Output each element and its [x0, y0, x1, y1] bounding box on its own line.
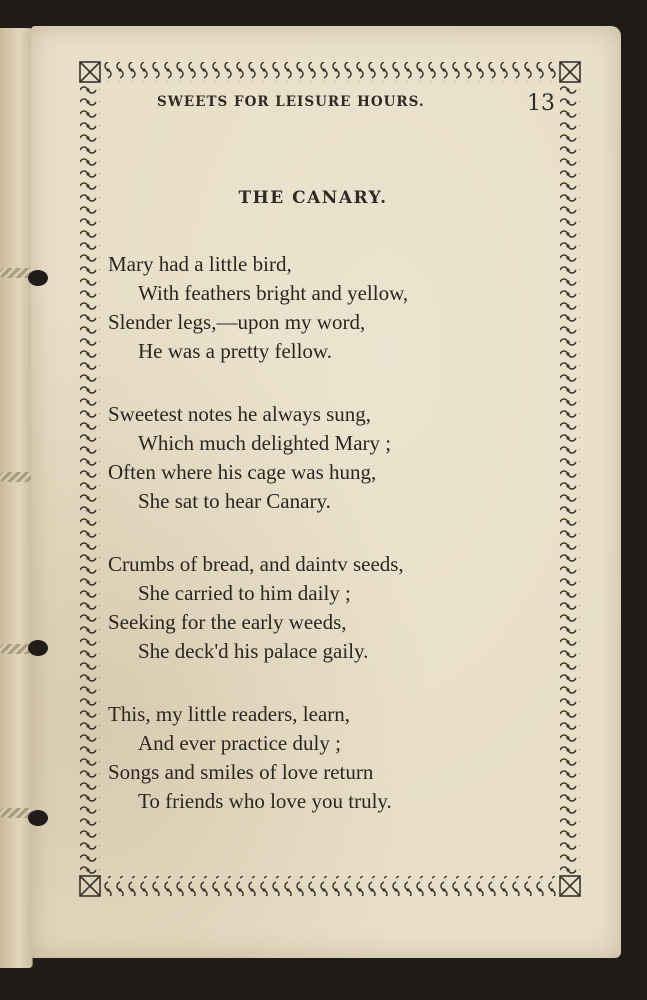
- poem-line: Seeking for the early weeds,: [108, 610, 347, 634]
- stanza-2: [108, 400, 538, 516]
- poem-line: He was a pretty fellow.: [138, 339, 332, 363]
- poem-line: With feathers bright and yellow,: [138, 281, 409, 305]
- poem-line: Which much delighted Mary ;: [138, 431, 392, 455]
- previous-page-edge: [0, 28, 33, 968]
- stanza-3: [108, 550, 538, 666]
- stanza-1: [108, 250, 538, 366]
- poem-body: [108, 250, 538, 850]
- binding-hole: [28, 640, 48, 656]
- running-head-title: SWEETS FOR LEISURE HOURS.: [157, 94, 425, 110]
- poem-line: Crumbs of bread, and daintv seeds,: [108, 552, 404, 576]
- page-number: 13: [527, 91, 555, 116]
- binding-hole: [28, 270, 48, 286]
- poem-line: Songs and smiles of love return: [108, 760, 374, 784]
- binding-hole: [28, 810, 48, 826]
- poem-line: She sat to hear Canary.: [138, 489, 331, 513]
- stanza-4: [108, 700, 538, 816]
- poem-line: Mary had a little bird,: [108, 252, 292, 276]
- poem-line: To friends who love you truly.: [138, 789, 392, 813]
- poem-line: Often where his cage was hung,: [108, 460, 377, 484]
- poem-line: Sweetest notes he always sung,: [108, 402, 372, 426]
- poem-line: And ever practice duly ;: [138, 731, 341, 755]
- poem-line: She deck'd his palace gaily.: [138, 639, 369, 663]
- poem-line: Slender legs,—upon my word,: [108, 310, 366, 334]
- poem-line: This, my little readers, learn,: [108, 702, 351, 726]
- poem-line: She carried to him daily ;: [138, 581, 351, 605]
- poem-title: THE CANARY.: [238, 188, 388, 208]
